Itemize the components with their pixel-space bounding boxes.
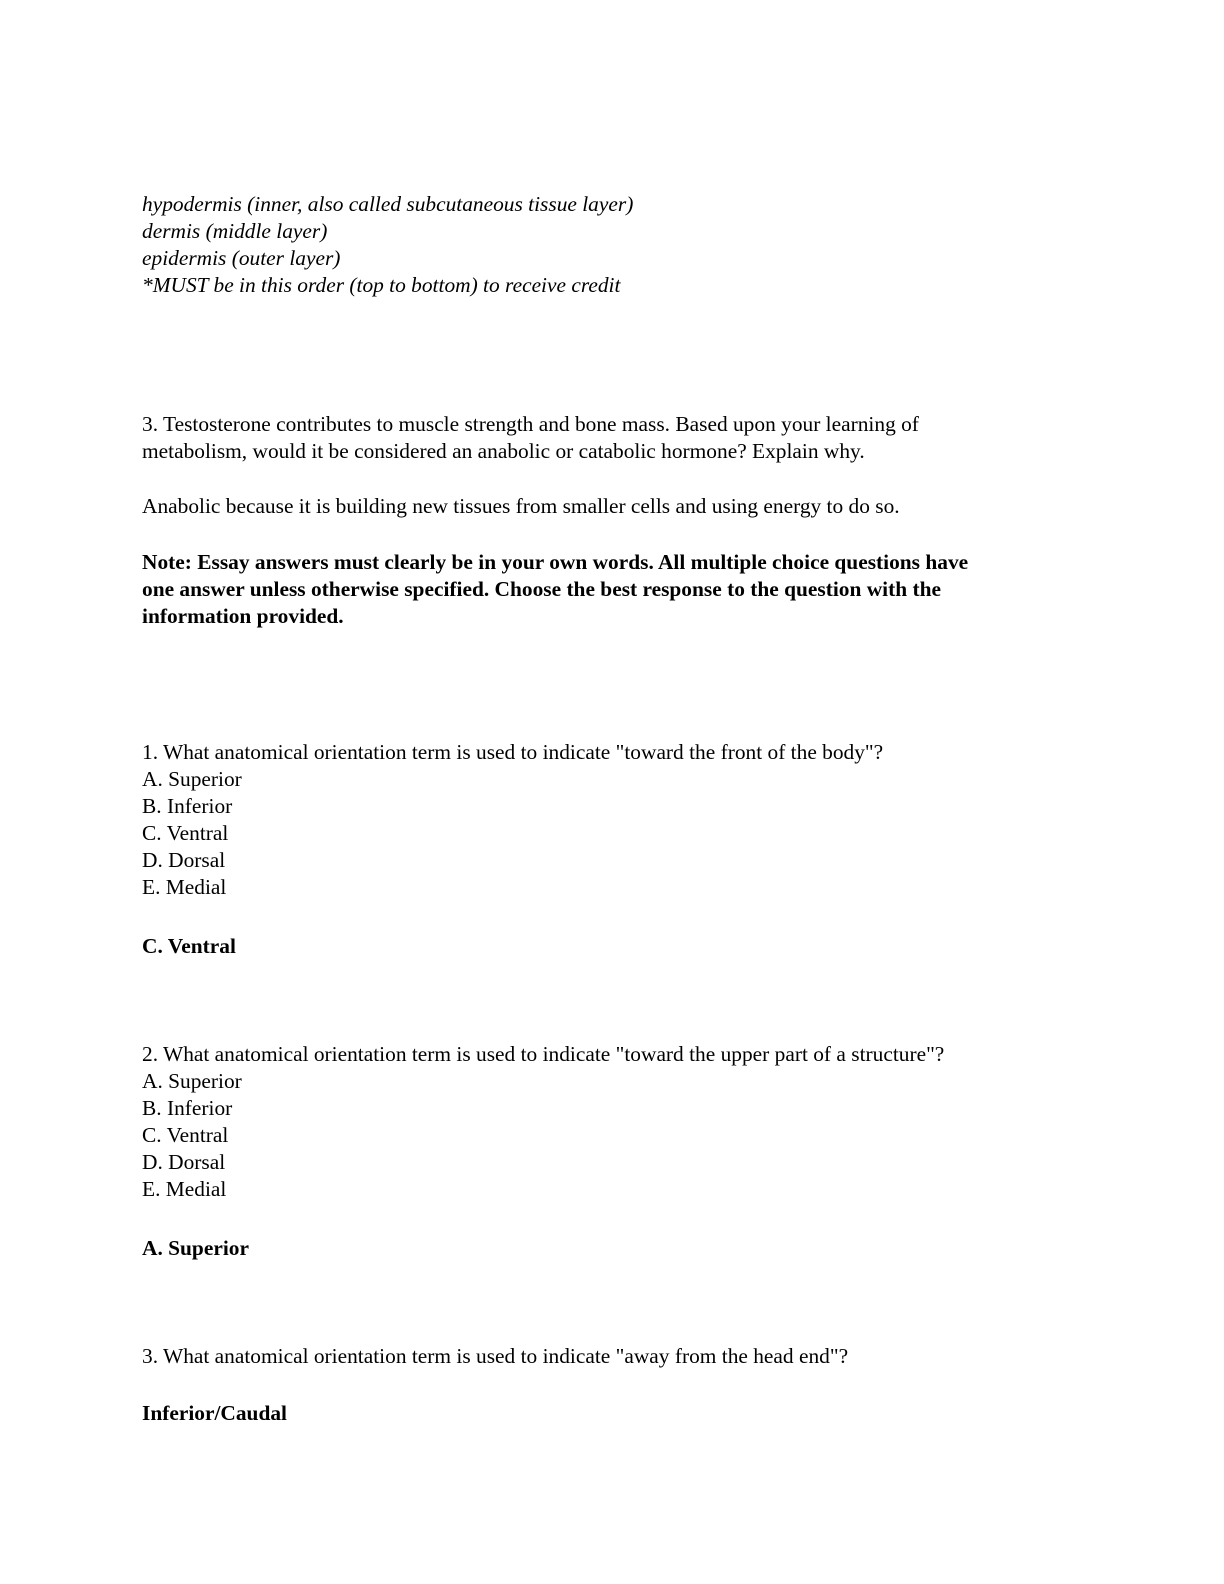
mc-question-2-option-b: B. Inferior (142, 1096, 233, 1120)
mc-question-2-answer (142, 1235, 1082, 1262)
skin-layer-line-epidermis: epidermis (outer layer) (142, 246, 341, 270)
mc-question-2-option-c: C. Ventral (142, 1123, 229, 1147)
mc-question-1-option-e: E. Medial (142, 875, 227, 899)
mc-question-1-option-b: B. Inferior (142, 794, 233, 818)
mc-question-1-answer-text: C. Ventral (142, 934, 236, 958)
mc-question-3 (142, 1343, 1082, 1370)
note-line-2: one answer unless otherwise specified. Choose the best response to the question with the (142, 577, 941, 601)
mc-question-2 (142, 1041, 1082, 1203)
mc-question-2-text: 2. What anatomical orientation term is used to indicate "toward the upper part of a structure"? (142, 1042, 945, 1066)
essay-question-3-line-1: 3. Testosterone contributes to muscle strength and bone mass. Based upon your learning of (142, 412, 919, 436)
mc-question-3-answer (142, 1400, 1082, 1427)
mc-question-3-text: 3. What anatomical orientation term is used to indicate "away from the head end"? (142, 1344, 849, 1368)
mc-question-1 (142, 739, 1082, 901)
note-line-1: Note: Essay answers must clearly be in your own words. All multiple choice questions have (142, 550, 969, 574)
skin-layer-line-hypodermis: hypodermis (inner, also called subcutaneous tissue layer) (142, 192, 634, 216)
skin-layer-line-dermis: dermis (middle layer) (142, 219, 328, 243)
essay-question-3-line-2: metabolism, would it be considered an anabolic or catabolic hormone? Explain why. (142, 439, 865, 463)
mc-question-1-text: 1. What anatomical orientation term is used to indicate "toward the front of the body"? (142, 740, 884, 764)
note-line-3: information provided. (142, 604, 344, 628)
mc-question-3-answer-text: Inferior/Caudal (142, 1401, 287, 1425)
essay-answer-text: Anabolic because it is building new tissues from smaller cells and using energy to do so. (142, 494, 900, 518)
mc-question-1-option-d: D. Dorsal (142, 848, 226, 872)
essay-question-3-answer (142, 493, 1082, 520)
mc-question-1-option-a: A. Superior (142, 767, 242, 791)
essay-question-3 (142, 411, 1082, 465)
mc-question-2-option-e: E. Medial (142, 1177, 227, 1201)
mc-question-2-option-d: D. Dorsal (142, 1150, 226, 1174)
skin-layer-order-note: *MUST be in this order (top to bottom) to receive credit (142, 273, 621, 297)
instructions-note (142, 549, 1082, 630)
mc-question-1-option-c: C. Ventral (142, 821, 229, 845)
skin-layers-answer (142, 191, 1082, 299)
mc-question-1-answer (142, 933, 1082, 960)
mc-question-2-option-a: A. Superior (142, 1069, 242, 1093)
mc-question-2-answer-text: A. Superior (142, 1236, 249, 1260)
